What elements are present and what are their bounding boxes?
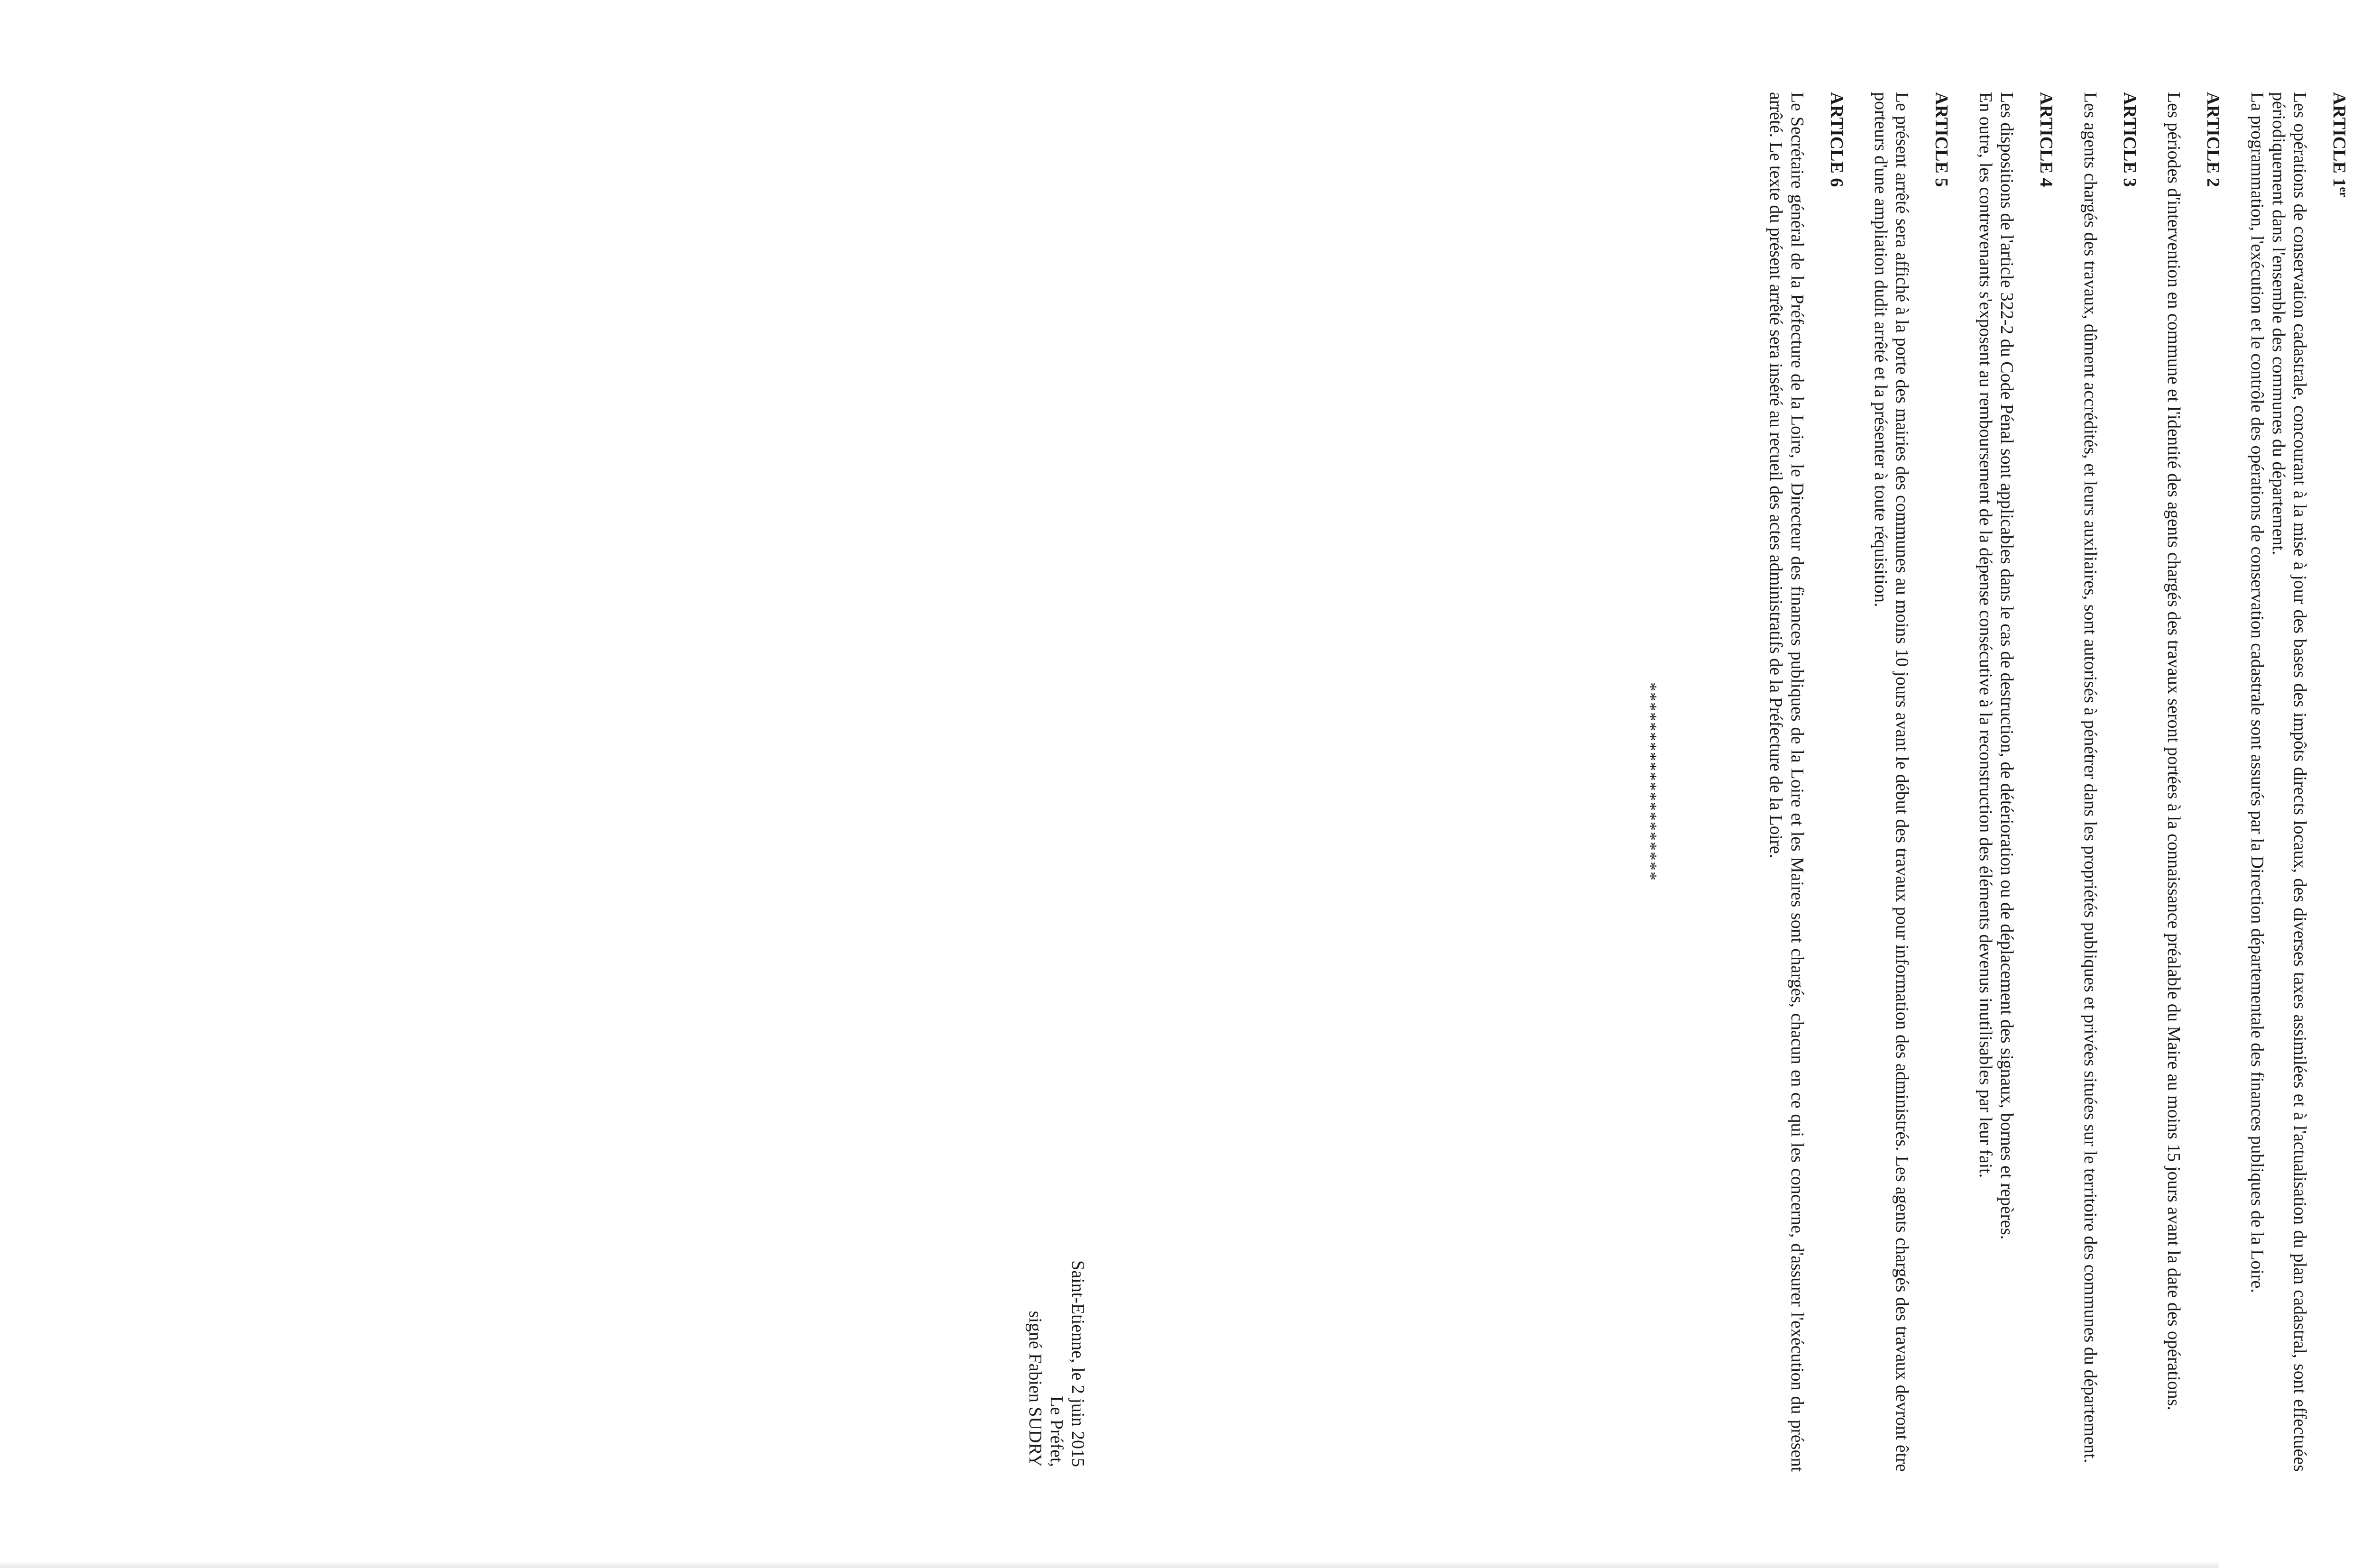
article-2-body: Les périodes d'intervention en commune et l'identité des agents chargés des travaux seront portées à la connaissance préalable du Maire au moins 15 jours avant la date des opérations. [2164,92,2184,1411]
article-4-heading: ARTICLE 4 [2036,92,2056,187]
article-6-body: Le Secrétaire général de la Préfecture de la Loire, le Directeur des finances publiques de la Loire et les Maires sont chargés, chacun en ce qui les concerne, d'assurer l'exécution du présent arrêté. Le texte du présent arrêté sera inséré au recueil des actes administratifs de la Préfecture de la Loire. [1766,92,1807,1472]
article-5-heading: ARTICLE 5 [1931,92,1951,187]
article-5-body: Le présent arrêté sera affiché à la porte des mairies des communes au moins 10 jours avant le début des travaux pour information des administrés. Les agents chargés des travaux devront être porteurs d'une ampliation dudit arrêté et la présenter à toute réquisition. [1871,92,1912,1472]
article-3-body: Les agents chargés des travaux, dûment accrédités, et leurs auxiliaires, sont autorisés à pénétrer dans les propriétés publiques et privées situées sur le territoire des communes du département. [2080,92,2100,1463]
article-1-heading-text: ARTICLE 1 [2329,92,2349,187]
signature-place-date: Saint-Etienne, le 2 juin 2015 [1068,1260,1088,1467]
signature-name: signé Fabien SUDRY [1025,1311,1045,1467]
article-4-paragraph-1: Les dispositions de l'article 322-2 du Code Pénal sont applicables dans le cas de destruction, de détérioration ou de déplacement des signaux, bornes et repères. [1997,92,2017,1240]
scan-edge [0,1561,2219,1568]
document-page [635,73,2371,1495]
signature-block [1024,1260,1088,1467]
article-1-body [2246,92,2310,1472]
article-4-body [1975,92,2017,1472]
article-4-paragraph-2: En outre, les contrevenants s'exposent au remboursement de la dépense consécutive à la reconstruction des éléments devenus inutilisables par leur fait. [1976,92,1995,1178]
article-3-heading: ARTICLE 3 [2120,92,2140,187]
article-1-paragraph-2: La programmation, l'exécution et le contrôle des opérations de conservation cadastrale sont assurés par la Direction départementale des finances publiques de la Loire. [2247,92,2267,1293]
separator-stars: ******************** [1640,682,1660,881]
article-1-heading [2328,92,2350,1472]
article-2-heading: ARTICLE 2 [2203,92,2223,187]
signature-role: Le Préfet, [1047,1396,1066,1467]
article-1-superscript: er [2337,187,2350,197]
article-6-heading: ARTICLE 6 [1827,92,1847,187]
article-1-paragraph-1: Les opérations de conservation cadastrale, concourant à la mise à jour des bases des impôts directs locaux, des diverses taxes assimilées et à l'actualisation du plan cadastral, sont effectuées périodiquement dans l'ensemble des communes du département. [2269,92,2310,1472]
